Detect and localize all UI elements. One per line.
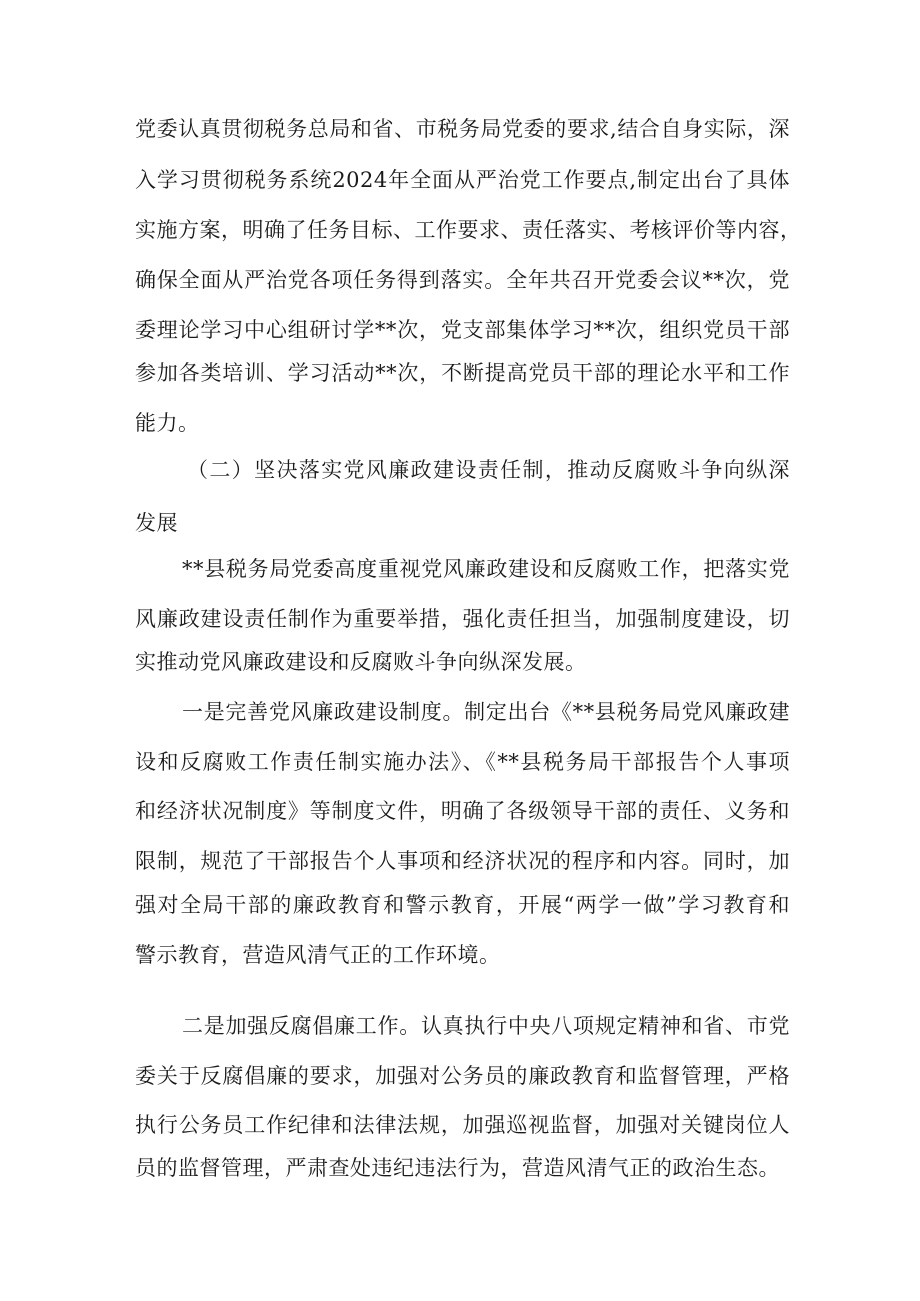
text-line: 员的监督管理，严肃查处违纪违法行为，营造风清气正的政治生态。 [135, 1156, 780, 1180]
text-line: 和经济状况制度》等制度文件，明确了各级领导干部的责任、义务和 [135, 799, 790, 823]
text-line: **县税务局党委高度重视党风廉政建设和反腐败工作，把落实党 [182, 557, 790, 581]
text-line: 能力。 [135, 411, 200, 435]
text-line: 实施方案，明确了任务目标、工作要求、责任落实、考核评价等内容， [135, 218, 802, 242]
text-line: 执行公务员工作纪律和法律法规，加强巡视监督，加强对关键岗位人 [135, 1113, 790, 1137]
text-line: 设和反腐败工作责任制实施办法》、《**县税务局干部报告个人事项 [135, 750, 790, 774]
text-line: 党委认真贯彻税务总局和省、市税务局党委的要求,结合自身实际，深 [135, 117, 790, 141]
text-line: 强对全局干部的廉政教育和警示教育，开展“两学一做”学习教育和 [135, 893, 790, 917]
text-line: 风廉政建设责任制作为重要举措，强化责任担当，加强制度建设，切 [135, 607, 790, 631]
heading-line: （二）坚决落实党风廉政建设责任制，推动反腐败斗争向纵深 [187, 458, 790, 482]
text-line: 确保全面从严治党各项任务得到落实。全年共召开党委会议**次，党 [135, 268, 790, 292]
text-line: 委关于反腐倡廉的要求，加强对公务员的廉政教育和监督管理，严格 [135, 1064, 790, 1088]
text-line: 参加各类培训、学习活动**次，不断提高党员干部的理论水平和工作 [135, 361, 790, 385]
text-line: 限制，规范了干部报告个人事项和经济状况的程序和内容。同时，加 [135, 849, 790, 873]
text-line: 入学习贯彻税务系统2024年全面从严治党工作要点,制定出台了具体 [135, 168, 790, 192]
text-line: 实推动党风廉政建设和反腐败斗争向纵深发展。 [135, 650, 587, 674]
text-line: 委理论学习中心组研讨学**次，党支部集体学习**次，组织党员干部 [135, 318, 790, 342]
text-line: 二是加强反腐倡廉工作。认真执行中央八项规定精神和省、市党 [182, 1014, 790, 1038]
text-line: 一是完善党风廉政建设制度。制定出台《**县税务局党风廉政建 [182, 700, 790, 724]
heading-line: 发展 [135, 511, 178, 535]
text-line: 警示教育，营造风清气正的工作环境。 [135, 943, 501, 967]
